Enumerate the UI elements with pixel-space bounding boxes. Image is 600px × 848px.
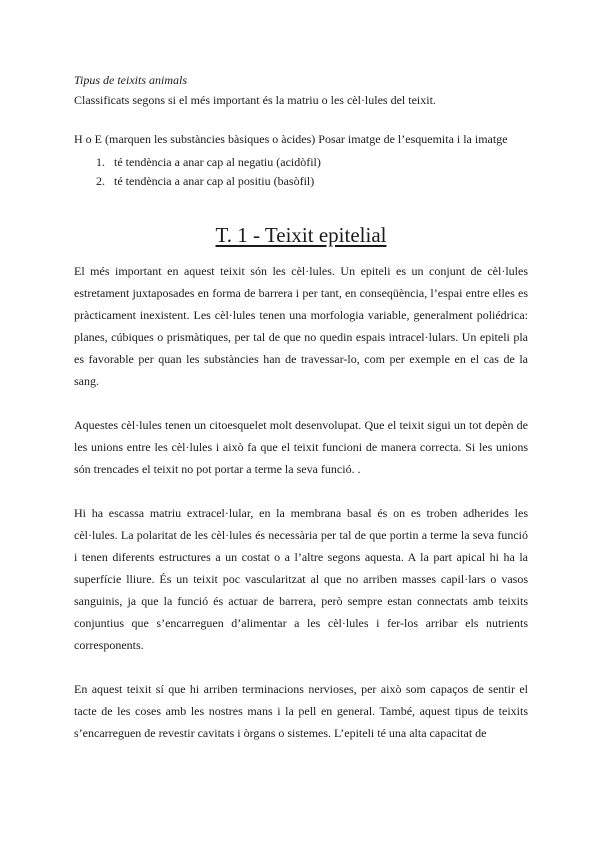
paragraph: Aquestes cèl·lules tenen un citoesquelet molt desenvolupat. Que el teixit sigui un tot depèn de les unions entre les cèl·lules i això fa que el teixit funcioni de manera correcta. Si les unions són trencades el teixit no pot portar a terme la seva funció. . bbox=[74, 418, 528, 476]
list-item: 1. té tendència a anar cap al negatiu (acidòfil) bbox=[108, 153, 528, 172]
document-subtitle: Tipus de teixits animals bbox=[74, 73, 188, 87]
stain-note: H o E (marquen les substàncies bàsiques o àcides) Posar imatge de l’esquemita i la imatge bbox=[74, 132, 508, 146]
section-title: T. 1 - Teixit epitelial bbox=[215, 223, 387, 247]
paragraph: Hi ha escassa matriu extracel·lular, en la membrana basal és on es troben adherides les cèl·lules. La polaritat de les cèl·lules és necessària per tal de que portin a terme la seva funció i tenen diferents estructures a un costat o a l’altre segons aquesta. A la part apical hi ha la superfície lliure. És un teixit poc vascularitzat al que no arriben masses capil·lars o vasos sanguinis, ja que la funció és actuar de barrera, però sempre estan connectats amb teixits conjuntius que s’encarreguen d’alimentar a les cèl·lules i fer-los arribar els nutrients corresponents. bbox=[74, 506, 528, 652]
stain-list bbox=[74, 153, 528, 191]
paragraph: En aquest teixit sí que hi arriben terminacions nervioses, per això som capaços de sentir el tacte de les coses amb les nostres mans i la pell en general. També, aquest tipus de teixits s’encarreguen de revestir cavitats i òrgans o sistemes. L’epiteli té una alta capacitat de bbox=[74, 682, 528, 740]
intro-text: Classificats segons si el més important és la matriu o les cèl·lules del teixit. bbox=[74, 93, 436, 107]
paragraph: El més important en aquest teixit són les cèl·lules. Un epiteli es un conjunt de cèl·lules estretament juxtaposades en forma de barrera i per tant, en conseqüència, l’espai entre elles es pràcticament inexistent. Les cèl·lules tenen una morfologia variable, generalment poliédrica: planes, cúbiques o prismàtiques, per tal de que no quedin espais intracel·lulars. Un epiteli pla es favorable per quan les substàncies han de travessar-lo, com per exemple en el cas de la sang. bbox=[74, 264, 528, 388]
list-item: 2. té tendència a anar cap al positiu (basòfil) bbox=[108, 172, 528, 191]
